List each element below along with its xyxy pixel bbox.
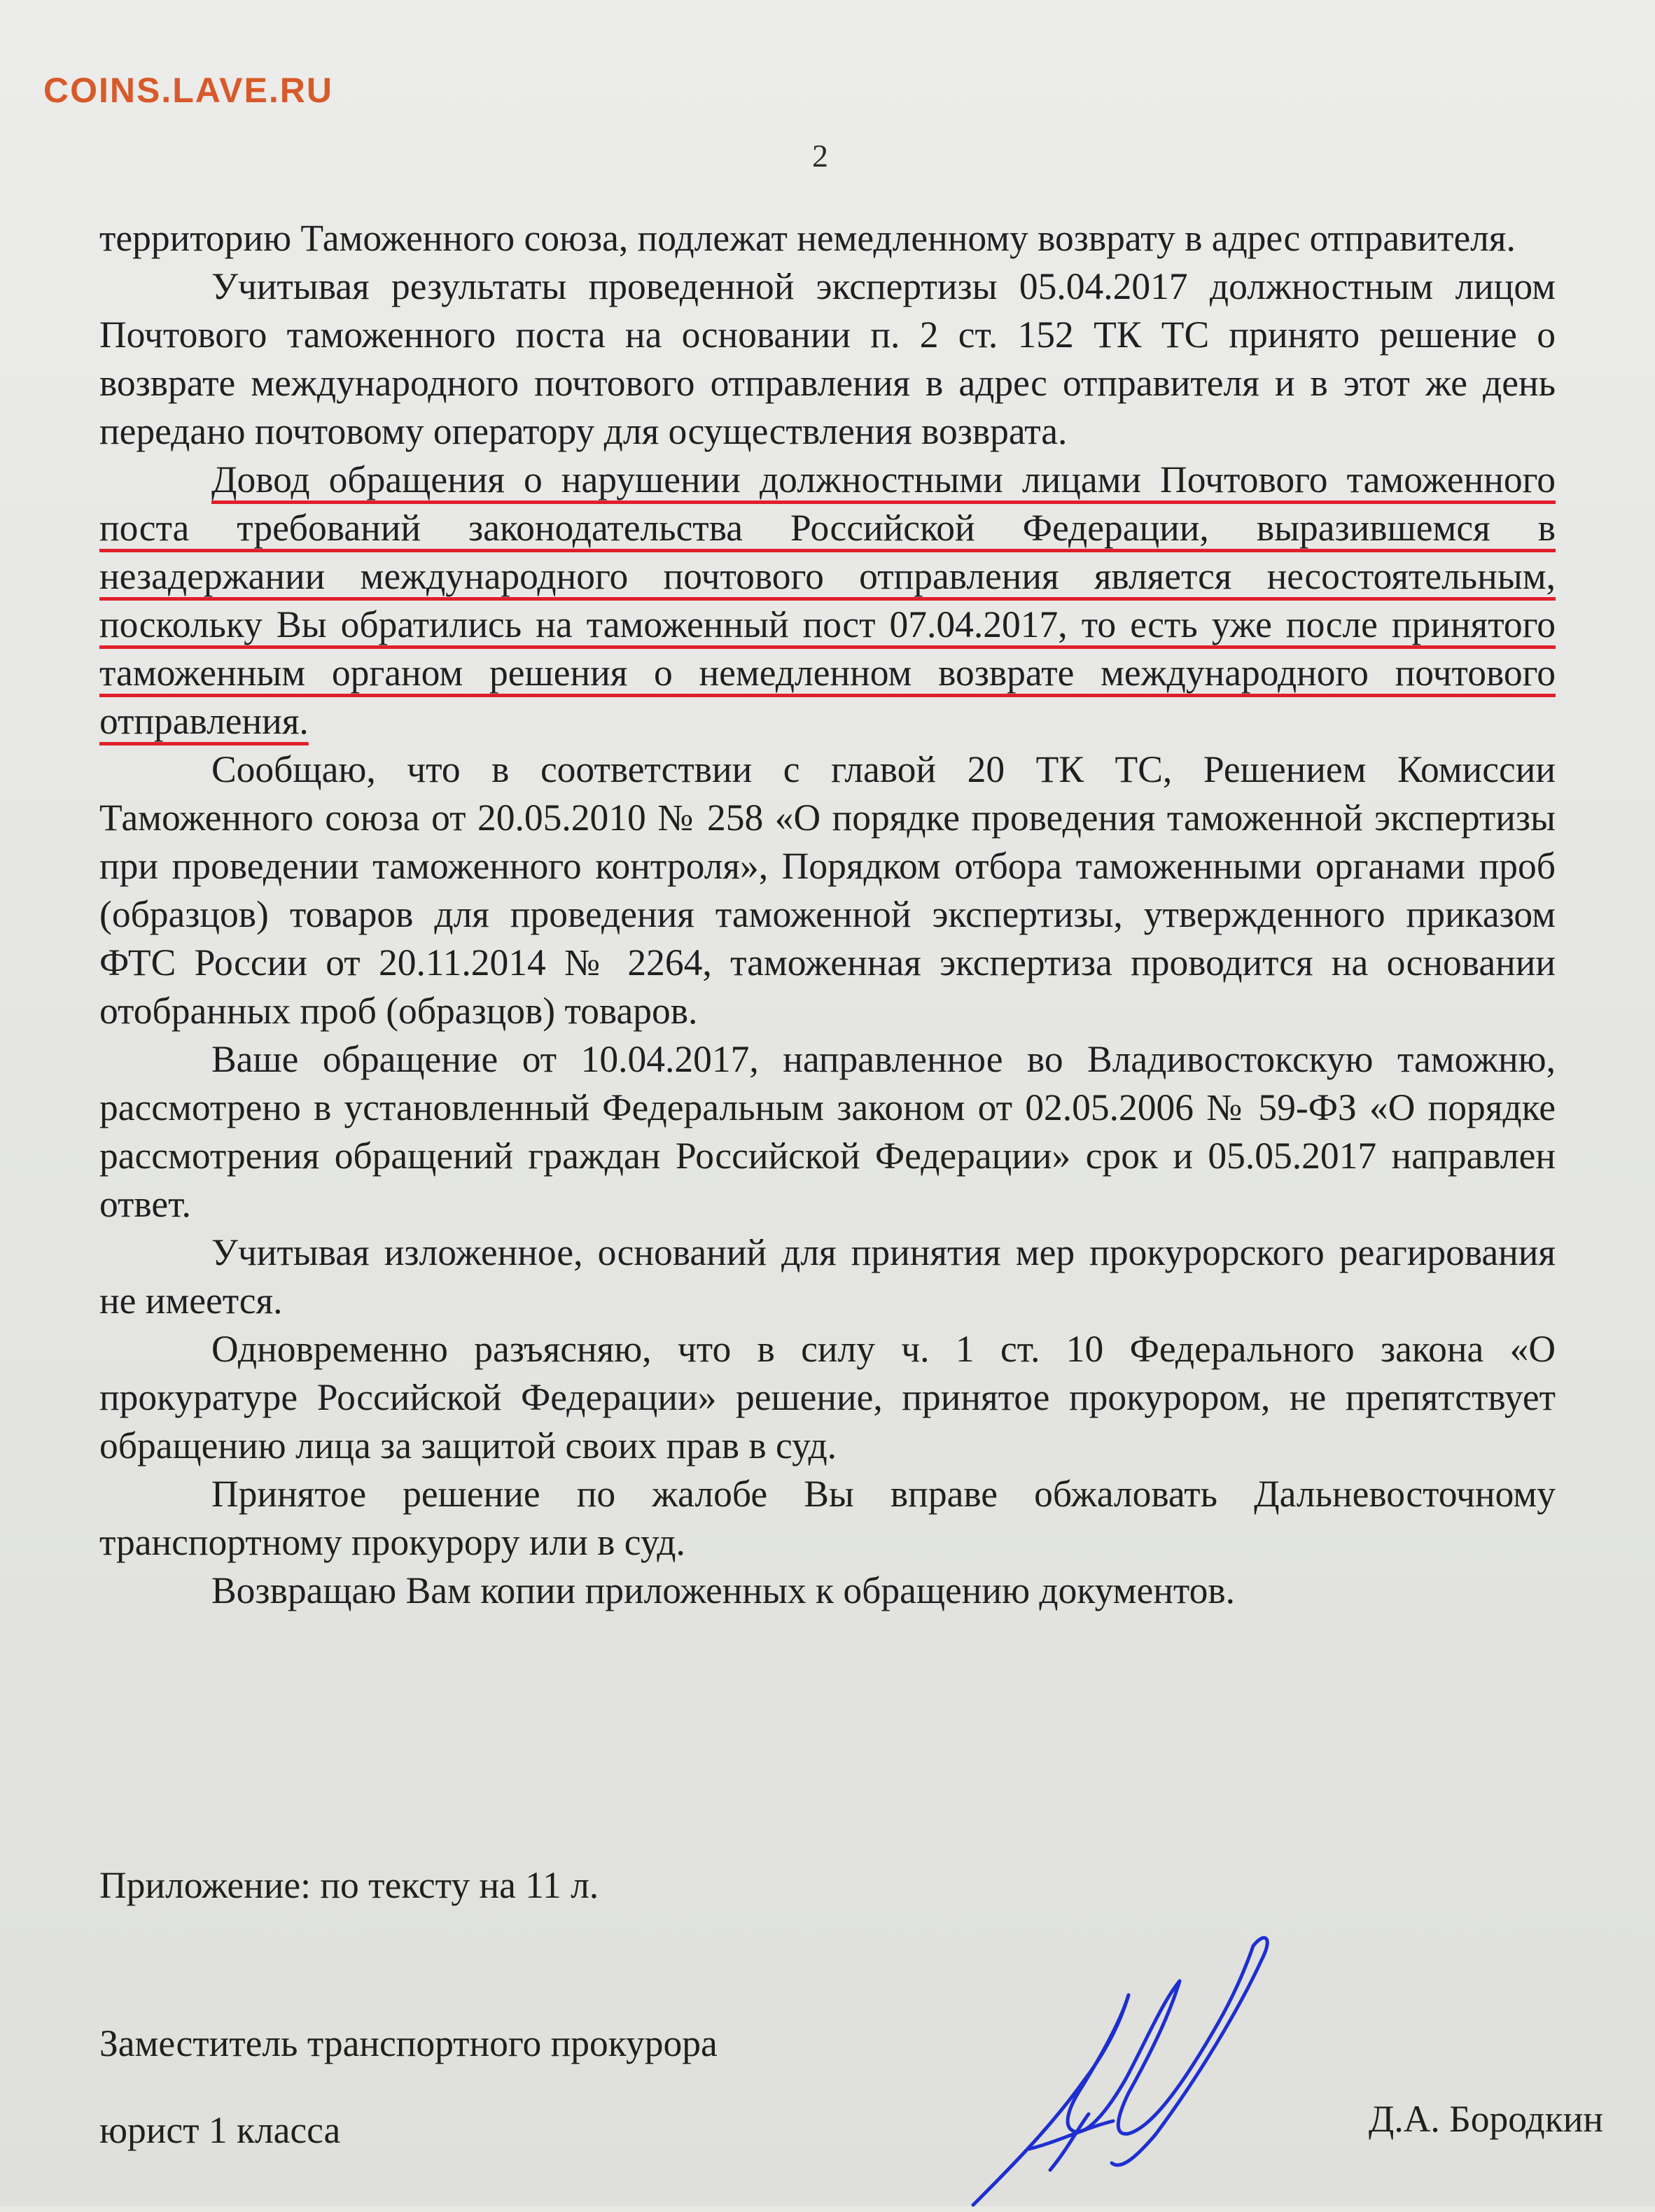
- signer-title-line-1: Заместитель транспортного прокурора: [99, 2022, 718, 2064]
- handwritten-signature: [945, 1918, 1309, 2212]
- paragraph-8: Принятое решение по жалобе Вы вправе обжаловать Дальневосточному транспортному прокурору или в суд.: [99, 1473, 1556, 1563]
- paragraph-3-highlighted: [99, 456, 1556, 746]
- paragraph-5: Ваше обращение от 10.04.2017, направленное во Владивостокскую таможню, рассмотрено в установленный Федеральным законом от 02.05.2006 № 59-ФЗ «О порядке рассмотрения обращений граждан Российской Федерации» срок и 05.05.2017 направлен ответ.: [99, 1038, 1556, 1225]
- paragraph-4: Сообщаю, что в соответствии с главой 20 ТК ТС, Решением Комиссии Таможенного союза от 20.05.2010 № 258 «О порядке проведения таможенной экспертизы при проведении таможенного контроля», Порядком отбора таможенными органами проб (образцов) товаров для проведения таможенной экспертизы, утвержденного приказом ФТС России от 20.11.2014 № 2264, таможенная экспертиза проводится на основании отобранных проб (образцов) товаров.: [99, 748, 1556, 1032]
- paragraph-1: территорию Таможенного союза, подлежат немедленному возврату в адрес отправителя.: [99, 217, 1516, 259]
- red-underlined-text: Довод обращения о нарушении должностными лицами Почтового таможенного поста требований законодательства Российской Федерации, выразившемся в незадержании международного почтового отправления является несостоятельным, поскольку Вы обратились на таможенный пост 07.04.2017, то есть уже после принятого таможенным органом решения о немедленном возврате международного почтового отправления.: [99, 458, 1556, 742]
- letter-body: [99, 214, 1556, 1615]
- page-number: 2: [812, 138, 828, 174]
- attachment-note: Приложение: по тексту на 11 л.: [99, 1864, 599, 1906]
- paragraph-7: Одновременно разъясняю, что в силу ч. 1 ст. 10 Федерального закона «О прокуратуре Российской Федерации» решение, принятое прокурором, не препятствует обращению лица за защитой своих прав в суд.: [99, 1328, 1556, 1466]
- signer-name: Д.А. Бородкин: [1368, 2098, 1603, 2140]
- paragraph-9: Возвращаю Вам копии приложенных к обращению документов.: [211, 1569, 1235, 1611]
- paragraph-6: Учитывая изложенное, оснований для принятия мер прокурорского реагирования не имеется.: [99, 1231, 1556, 1322]
- paragraph-2: Учитывая результаты проведенной экспертизы 05.04.2017 должностным лицом Почтового таможенного поста на основании п. 2 ст. 152 ТК ТС принято решение о возврате международного почтового отправления в адрес отправителя и в этот же день передано почтовому оператору для осуществления возврата.: [99, 265, 1556, 452]
- watermark: COINS.LAVE.RU: [43, 71, 333, 110]
- signer-title-line-2: юрист 1 класса: [99, 2109, 341, 2151]
